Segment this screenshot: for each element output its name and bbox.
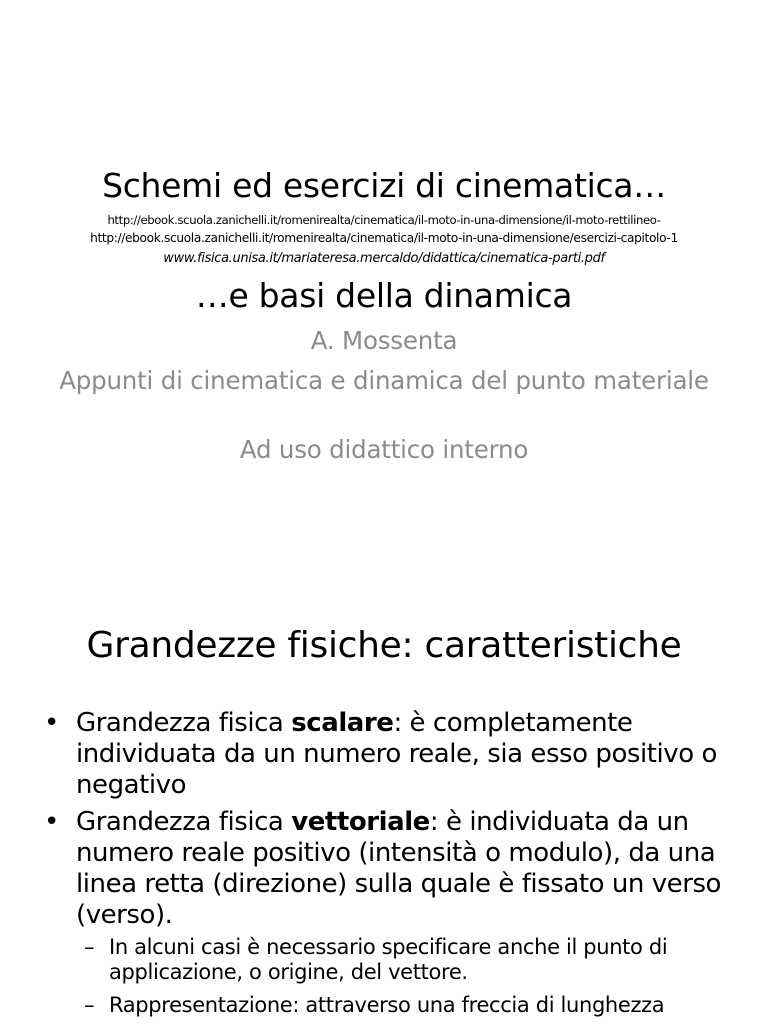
sub-bullet-text: Rappresentazione: attraverso una freccia di lunghezza (109, 993, 665, 1017)
slide-title: Grandezze fisiche: caratteristiche (86, 625, 682, 666)
description: Appunti di cinematica e dinamica del punto materiale (59, 366, 709, 395)
slide-title: Schemi ed esercizi di cinematica… (102, 166, 666, 205)
dash-icon: – (84, 993, 95, 1017)
usage-note: Ad uso didattico interno (239, 435, 529, 464)
bullet-list (0, 708, 768, 1024)
bullet-keyword: vettoriale (291, 807, 430, 837)
bullet-item-vettoriale (0, 807, 768, 1018)
bullet-text: Grandezza fisica (76, 708, 292, 738)
bullet-item-scalare (0, 708, 768, 801)
bullet-keyword: scalare (291, 708, 394, 738)
sub-bullet-text: In alcuni casi è necessario specificare anche il punto di applicazione, o origine, del vettore. (109, 935, 668, 984)
sub-bullet-item (76, 993, 728, 1018)
bullet-text: Grandezza fisica (76, 807, 292, 837)
bullet-icon: • (44, 708, 59, 738)
bullet-text: : è completamente individuata da un numero reale, sia esso positivo o negativo (76, 708, 717, 800)
bullet-icon: • (44, 807, 59, 837)
reference-link-1[interactable]: http://ebook.scuola.zanichelli.it/romenirealta/cinematica/il-moto-in-una-dimensione/il-moto-rettilineo- (107, 213, 661, 227)
dash-icon: – (84, 935, 95, 959)
reference-link-3[interactable]: www.fisica.unisa.it/mariateresa.mercaldo/didattica/cinematica-parti.pdf (163, 251, 605, 266)
sub-bullet-item (76, 935, 728, 985)
bullet-text: : è individuata da un numero reale positivo (intensità o modulo), da una linea retta (direzione) sulla quale è fissato un verso (verso). (76, 807, 722, 930)
slide-subtitle: …e basi della dinamica (195, 276, 573, 315)
author: A. Mossenta (310, 326, 458, 355)
content-slide (0, 576, 768, 1024)
reference-link-2[interactable]: http://ebook.scuola.zanichelli.it/romenirealta/cinematica/il-moto-in-una-dimensione/esercizi-capitolo-1 (90, 231, 678, 245)
sub-bullet-list (76, 935, 728, 1018)
